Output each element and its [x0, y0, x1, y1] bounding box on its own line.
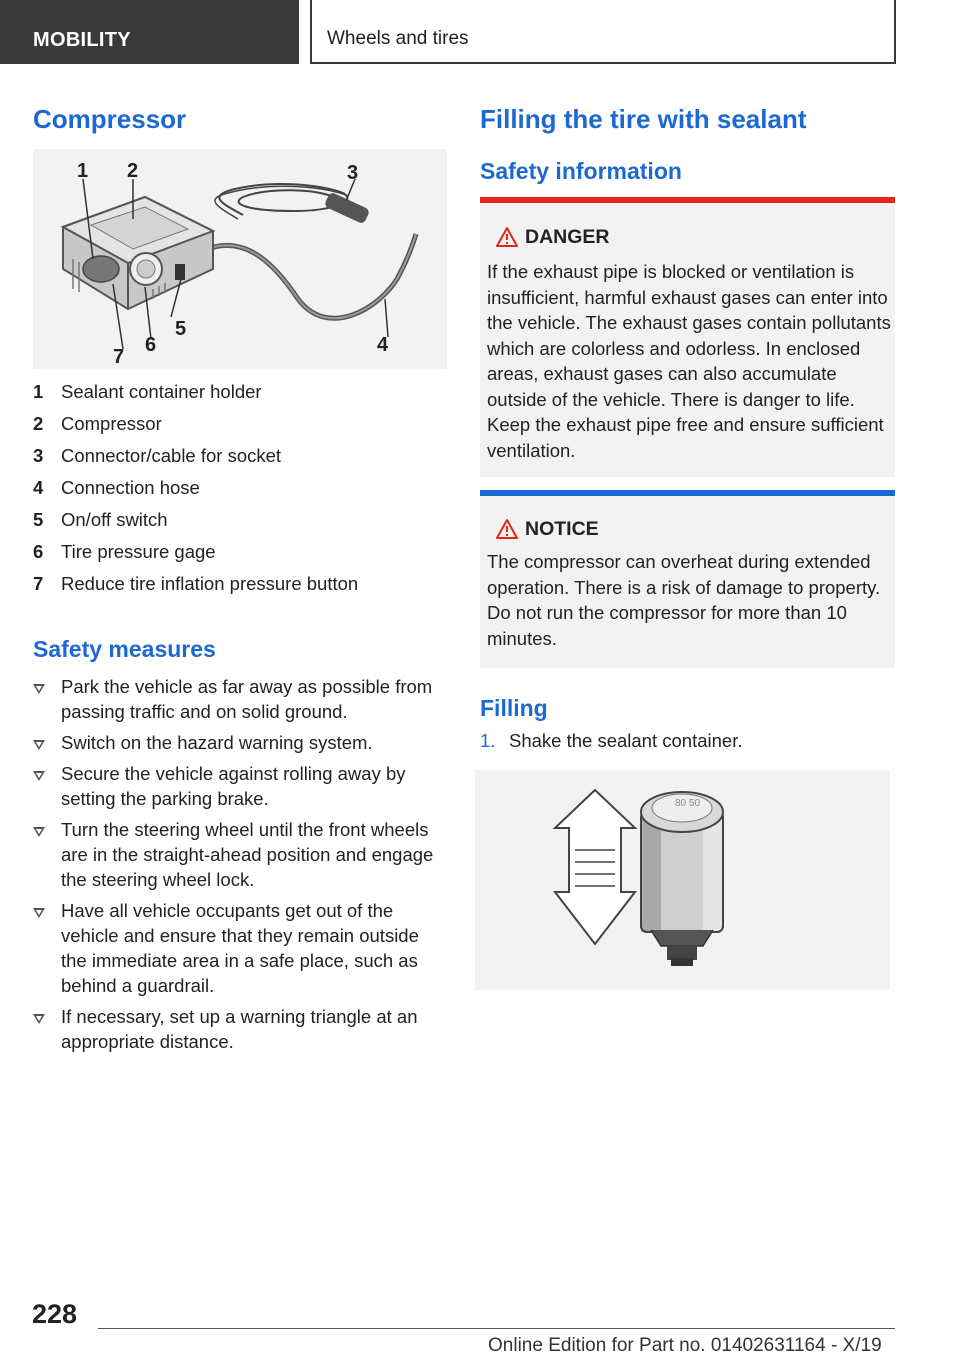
triangle-bullet-icon [33, 908, 45, 918]
legend-num: 6 [33, 541, 44, 562]
triangle-bullet-icon [33, 771, 45, 781]
notice-box [480, 490, 895, 668]
legend-item [33, 509, 443, 541]
callout-7: 7 [113, 346, 125, 368]
header-chapter-label: Wheels and tires [327, 28, 469, 49]
callout-2: 2 [127, 160, 139, 182]
legend-text: Connector/cable for socket [61, 445, 282, 466]
list-item [33, 674, 448, 724]
list-item-text: Park the vehicle as far away as possible from passing traffic and on solid ground. [61, 676, 433, 722]
safety-measures-heading: Safety measures [33, 636, 216, 662]
legend-text: Tire pressure gage [61, 541, 216, 562]
compressor-figure [33, 149, 447, 369]
notice-text: The compressor can overheat during extended operation. There is a risk of damage to property. Do not run the compressor for more than 10 minutes. [487, 551, 881, 649]
legend-item [33, 381, 443, 413]
footer-edition: Online Edition for Part no. 01402631164 - X/19 [488, 1335, 882, 1356]
list-item-text: If necessary, set up a warning triangle at an appropriate distance. [61, 1006, 418, 1052]
header-chapter-tab [310, 0, 896, 64]
shake-container-figure [475, 770, 890, 990]
compressor-heading: Compressor [33, 104, 187, 134]
legend-item [33, 573, 443, 605]
compressor-legend [33, 381, 443, 605]
warning-triangle-icon [495, 226, 519, 248]
callout-6: 6 [145, 334, 157, 356]
list-item-text: Secure the vehicle against rolling away by setting the parking brake. [61, 763, 406, 809]
step-number: 1. [480, 730, 496, 751]
list-item [33, 761, 448, 811]
danger-box [480, 197, 895, 477]
compressor-illustration [33, 149, 447, 369]
legend-item [33, 477, 443, 509]
legend-text: On/off switch [61, 509, 168, 530]
step-text: Shake the sealant container. [509, 730, 743, 751]
safety-information-heading: Safety information [480, 158, 682, 184]
list-item [33, 1004, 448, 1054]
filling-heading: Filling [480, 695, 548, 721]
shake-container-illustration [475, 770, 890, 990]
notice-bar [480, 490, 895, 496]
danger-text: If the exhaust pipe is blocked or ventilation is insufficient, harmful exhaust gases can enter into the vehicle. The exhaust gases contain pollutants which are colorless and odorless. In enclosed areas, exhaust gases can also accumulate outside of the vehicle. There is danger to life. Keep the exhaust pipe free and ensure sufficient ventilation. [487, 261, 891, 461]
legend-num: 4 [33, 477, 44, 498]
danger-label: DANGER [525, 226, 610, 248]
triangle-bullet-icon [33, 684, 45, 694]
triangle-bullet-icon [33, 740, 45, 750]
triangle-bullet-icon [33, 827, 45, 837]
list-item-text: Switch on the hazard warning system. [61, 732, 373, 753]
safety-measures-list [33, 674, 448, 1060]
header-section-tab [0, 0, 299, 64]
legend-text: Compressor [61, 413, 162, 434]
container-label: 80 50 [675, 798, 701, 809]
legend-text: Sealant container holder [61, 381, 262, 402]
callout-5: 5 [175, 318, 187, 340]
legend-num: 7 [33, 573, 44, 594]
legend-num: 1 [33, 381, 44, 402]
callout-4: 4 [377, 334, 389, 356]
legend-item [33, 445, 443, 477]
warning-triangle-icon [495, 518, 519, 540]
legend-num: 5 [33, 509, 44, 530]
list-item [33, 730, 448, 755]
triangle-bullet-icon [33, 1014, 45, 1024]
legend-num: 2 [33, 413, 44, 434]
list-item-text: Turn the steering wheel until the front wheels are in the straight-ahead position and engage the steering wheel lock. [61, 819, 434, 890]
header-section-label: MOBILITY [33, 29, 131, 51]
list-item [33, 817, 448, 892]
danger-bar [480, 197, 895, 203]
list-item [33, 898, 448, 998]
footer-divider [98, 1328, 895, 1329]
list-item-text: Have all vehicle occupants get out of the vehicle and ensure that they remain outside the immediate area in a safe place, such as behind a guardrail. [61, 900, 419, 996]
filling-sealant-heading: Filling the tire with sealant [480, 104, 807, 134]
legend-text: Reduce tire inflation pressure button [61, 573, 359, 594]
callout-3: 3 [347, 162, 359, 184]
legend-num: 3 [33, 445, 44, 466]
legend-item [33, 541, 443, 573]
callout-1: 1 [77, 160, 89, 182]
notice-label: NOTICE [525, 518, 599, 540]
legend-text: Connection hose [61, 477, 200, 498]
legend-item [33, 413, 443, 445]
page-number: 228 [32, 1299, 78, 1329]
